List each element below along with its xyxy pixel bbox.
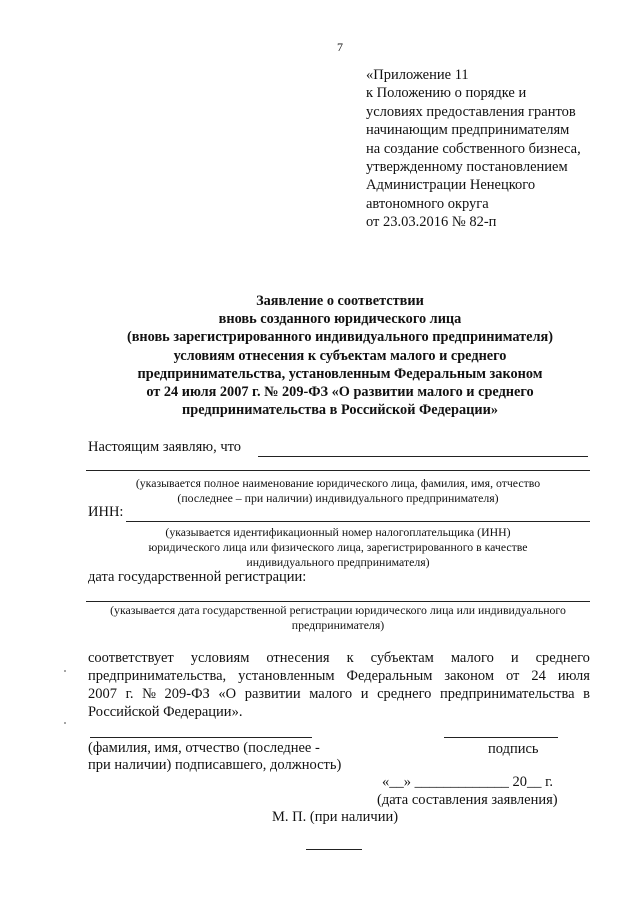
inn-hint: (указывается идентификационный номер налогоплательщика (ИНН) (165, 525, 511, 539)
statement-word: июля (557, 668, 590, 684)
appendix-line: начинающим предпринимателям (366, 122, 570, 139)
statement-word: субъектам (370, 650, 434, 666)
statement-word: г. (125, 686, 134, 702)
appendix-line: утвержденному постановлением (366, 159, 568, 176)
title-line: предпринимательства, установленным Федеральным законом (137, 365, 543, 382)
document-title (0, 292, 640, 419)
statement-word: законом (444, 668, 494, 684)
scan-mark (64, 670, 66, 672)
signature-label: подпись (488, 741, 539, 757)
title-line: Заявление о соответствии (256, 293, 424, 309)
statement-word: развитии (244, 686, 301, 702)
statement-word: малого (450, 650, 494, 666)
title-line: предпринимательства в Российской Федерации» (182, 402, 498, 419)
statement-word: предпринимательства, (88, 668, 227, 684)
statement-word: среднего (377, 686, 432, 702)
scan-mark (64, 722, 66, 724)
statement-word: 209-ФЗ (164, 686, 210, 702)
stamp-label: М. П. (при наличии) (272, 809, 399, 825)
statement-line-2 (88, 668, 590, 685)
title-line: условиям отнесения к субъектам малого и среднего (173, 347, 507, 364)
statement-word: соответствует (88, 650, 174, 666)
inn-label: ИНН: (88, 504, 124, 520)
statement-line-3 (88, 686, 590, 703)
registration-date-field-line[interactable] (86, 601, 590, 602)
date-hint: (дата составления заявления) (377, 792, 558, 808)
statement-word: среднего (535, 650, 590, 666)
inn-hint: индивидуального предпринимателя) (246, 555, 430, 569)
name-hint: (последнее – при наличии) индивидуального предпринимателя) (177, 491, 499, 505)
statement-word: и (360, 686, 369, 702)
statement-word: 2007 (88, 686, 117, 702)
inn-field-line[interactable] (126, 521, 590, 522)
statement-word: в (583, 686, 590, 702)
registration-date-hint: (указывается дата государственной регистрации юридического лица или индивидуального (110, 603, 566, 617)
appendix-line: «Приложение 11 (366, 67, 469, 83)
appendix-line: автономного округа (366, 195, 489, 212)
appendix-line: на создание собственного бизнеса, (366, 140, 581, 157)
registration-date-hint: предпринимателя) (291, 618, 385, 632)
signature-line[interactable] (444, 737, 558, 738)
date-field[interactable]: «__» _____________ 20__ г. (382, 774, 554, 790)
statement-word: № (142, 686, 156, 702)
statement-word: малого (309, 686, 353, 702)
page-number: 7 (337, 40, 343, 54)
name-hint: (указывается полное наименование юридического лица, фамилия, имя, отчество (135, 476, 541, 490)
appendix-line: к Положению о порядке и (366, 85, 527, 102)
statement-word: и (510, 650, 519, 666)
statement-word: «О (218, 686, 237, 702)
appendix-reference (366, 66, 581, 232)
appendix-line: от 23.03.2016 № 82-п (366, 214, 497, 231)
signer-hint: при наличии) подписавшего, должность) (88, 757, 342, 773)
statement-word: Федеральным (346, 668, 433, 684)
statement-word: от (505, 668, 520, 684)
signer-hint: (фамилия, имя, отчество (последнее - (88, 740, 320, 756)
statement-word: отнесения (266, 650, 330, 666)
statement-word: условиям (190, 650, 250, 666)
inn-hint: юридического лица или физического лица, зарегистрированного в качестве (148, 540, 528, 554)
statement-line-4: Российской Федерации». (88, 704, 243, 720)
signer-name-line[interactable] (90, 737, 312, 738)
declarant-name-line[interactable] (86, 470, 590, 471)
title-line: вновь созданного юридического лица (218, 311, 462, 328)
closing-line (306, 849, 362, 850)
registration-date-label: дата государственной регистрации: (88, 569, 307, 585)
appendix-line: условиях предоставления грантов (366, 103, 576, 120)
declare-label: Настоящим заявляю, что (88, 439, 242, 455)
declarant-field-line[interactable] (258, 456, 588, 457)
statement-word: предпринимательства (440, 686, 575, 702)
title-line: (вновь зарегистрированного индивидуального предпринимателя) (126, 329, 554, 346)
statement-word: к (346, 650, 354, 666)
statement-word: 24 (531, 668, 546, 684)
statement-word: установленным (238, 668, 335, 684)
title-line: от 24 июля 2007 г. № 209-ФЗ «О развитии малого и среднего (146, 384, 534, 401)
appendix-line: Администрации Ненецкого (366, 177, 536, 194)
statement-line-1 (88, 650, 590, 667)
